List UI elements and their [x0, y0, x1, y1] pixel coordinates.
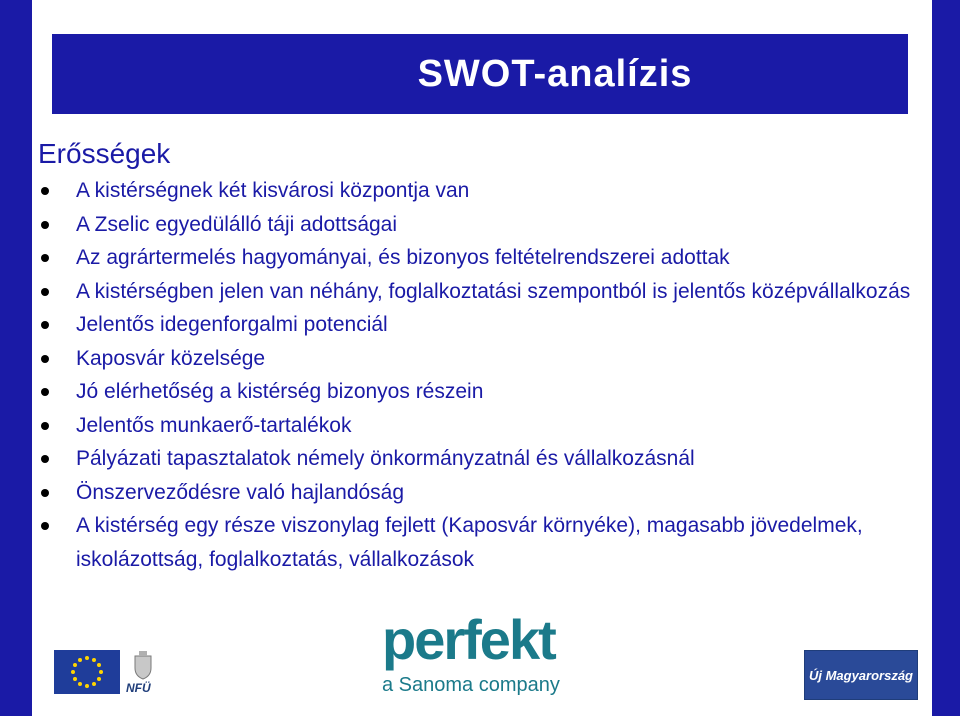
logo-main-text: perfekt [382, 608, 555, 671]
uj-magyarorszag-logo: Új Magyarország [804, 650, 918, 700]
list-item: A kistérség egy része viszonylag fejlett (Kaposvár környéke), magasabb jövedelmek, iskolázottság, foglalkoztatás, vállalkozások [38, 509, 918, 576]
coat-of-arms-icon [132, 650, 154, 680]
title-bar [52, 34, 908, 114]
list-item: Az agrártermelés hagyományai, és bizonyos feltételrendszerei adottak [38, 241, 918, 275]
slide-content [38, 138, 918, 576]
list-item: A kistérségben jelen van néhány, foglalkoztatási szempontból is jelentős középvállalkozás [38, 275, 918, 309]
right-side-bar [932, 0, 960, 716]
nfu-logo: NFÜ [126, 681, 151, 695]
list-item: Önszerveződésre való hajlandóság [38, 476, 918, 510]
section-heading: Erősségek [38, 138, 171, 169]
strengths-list [38, 174, 918, 576]
left-side-bar [0, 0, 32, 716]
list-item: Jelentős idegenforgalmi potenciál [38, 308, 918, 342]
perfekt-logo [382, 608, 582, 697]
slide-title: SWOT-analízis [417, 52, 693, 95]
eu-flag-icon [54, 650, 120, 694]
list-item: Kaposvár közelsége [38, 342, 918, 376]
list-item: Pályázati tapasztalatok némely önkormányzatnál és vállalkozásnál [38, 442, 918, 476]
list-item: A kistérségnek két kisvárosi központja van [38, 174, 918, 208]
list-item: Jelentős munkaerő-tartalékok [38, 409, 918, 443]
list-item: Jó elérhetőség a kistérség bizonyos részein [38, 375, 918, 409]
logo-sub-text: a Sanoma company [382, 674, 560, 696]
list-item: A Zselic egyedülálló táji adottságai [38, 208, 918, 242]
